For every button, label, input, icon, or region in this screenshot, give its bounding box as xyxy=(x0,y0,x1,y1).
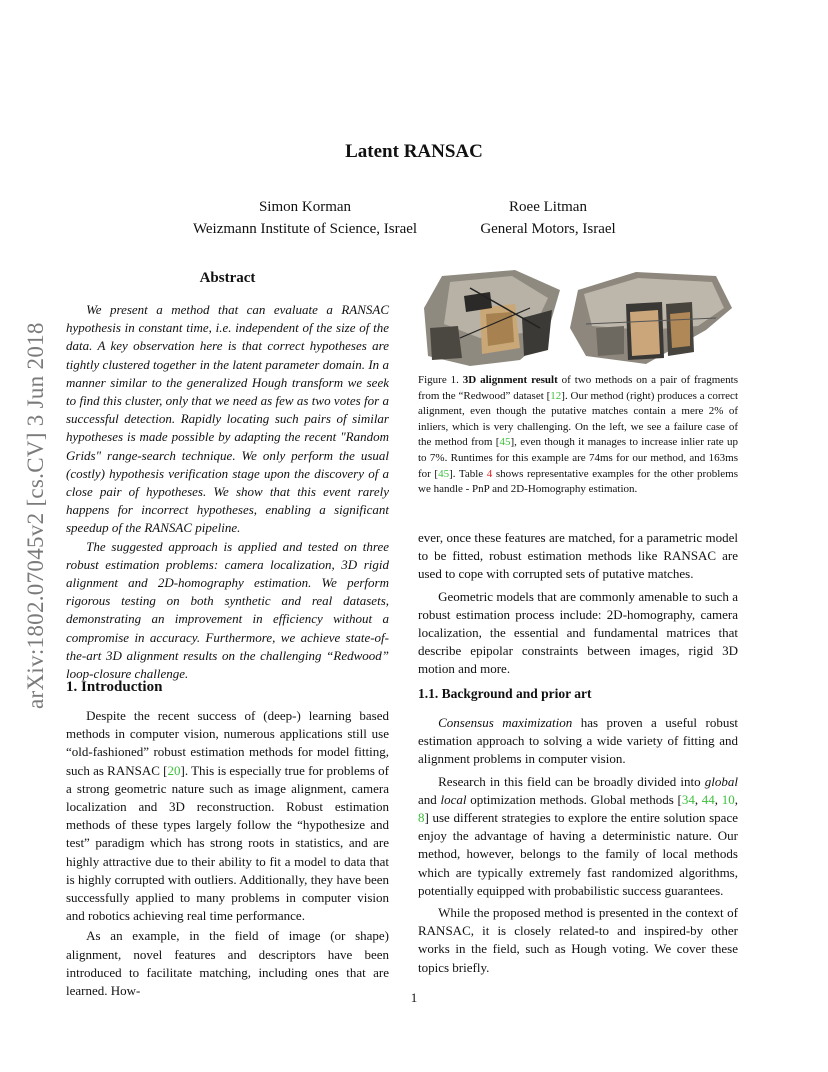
right-paragraph-3: Consensus maximization has proven a useful robust estimation approach to solving a wide variety of fitting and alignment problems in computer vision. xyxy=(418,715,738,767)
table-ref-link[interactable]: 4 xyxy=(486,467,493,480)
citation-link[interactable]: 44 xyxy=(701,791,715,807)
right-paragraph-2: Geometric models that are commonly amenable to such a robust estimation process include: 2D-homography, camera localization, the essential and fundamental matrices that describe epipolar constraints between images, rigid 3D motion and more. xyxy=(418,588,738,677)
author-2-name: Roee Litman xyxy=(509,199,587,215)
abstract-paragraph-2: The suggested approach is applied and tested on three robust estimation problems: camera localization, 3D rigid alignment and 2D-homography estimation. We perform rigorous testing on both synthetic and real datasets, demonstrating an improvement in efficiency without a compromise in accuracy. Furthermore, we achieve state-of-the-art 3D alignment results on the challenging “Redwood” loop-closure challenge. xyxy=(66,538,389,682)
figure-1-right-image xyxy=(566,268,736,368)
arxiv-stamp: arXiv:1802.07045v2 [cs.CV] 3 Jun 2018 xyxy=(23,322,48,710)
citation-link[interactable]: 10 xyxy=(721,791,735,807)
right-paragraph-5: While the proposed method is presented in the context of RANSAC, it is closely related-to and inspired-by other works in the field, such as Hough voting. We cover these topics briefly. xyxy=(418,905,738,975)
citation-link[interactable]: 20 xyxy=(167,762,181,778)
intro-body xyxy=(66,707,389,1002)
figure-1-caption: Figure 1. 3D alignment result of two methods on a pair of fragments from the “Redwood” dataset [12]. Our method (right) produces a correct alignment, even though the putative matches contain a mere 2% of inliers, which is very challenging. On the left, we see a failure case of the method from [45], even though it manages to increase inlier rate up to 7%. Runtimes for this example are 74ms for our method, and 163ms for [45]. Table 4 shows representative examples for the other problems we handle - PnP and 2D-Homography estimation. xyxy=(418,374,739,496)
author-1 xyxy=(165,196,445,240)
page-number: 1 xyxy=(410,990,418,1005)
paper-title: Latent RANSAC xyxy=(345,141,483,162)
intro-paragraph-2: As an example, in the field of image (or shape) alignment, novel features and descriptors have been introduced to facilitate matching, including ones that are learned. How- xyxy=(66,928,389,999)
abstract-body xyxy=(66,301,389,683)
abstract-paragraph-1: We present a method that can evaluate a RANSAC hypothesis in constant time, i.e. independent of the size of the data. A key observation here is that correct hypotheses are tightly clustered together in the latent parameter domain. In a manner similar to the generalized Hough transform we seek to find this cluster, only that we need as few as two votes for a successful detection. Rapidly locating such pairs of similar hypotheses is made possible by adapting the recent "Random Grids" range-search technique. We only perform the usual (costly) hypothesis verification stage upon the discovery of a close pair of hypotheses. We show that this event rarely happens for incorrect hypotheses, enabling a significant speedup of the RANSAC pipeline. xyxy=(66,302,389,536)
figure-bold-text: 3D alignment result xyxy=(462,374,558,386)
right-paragraph-4: Research in this field can be broadly divided into global and local optimization methods. Global methods [34, 44, 10, 8] use different strategies to explore the entire solution space enjoy the advantage of having a deterministic nature. Our method, however, belongs to the family of local methods which are typically extremely fast randomized algorithms, potentially equipped with probabilistic success guarantees. xyxy=(418,773,739,898)
author-2 xyxy=(468,196,628,240)
citation-link[interactable]: 45 xyxy=(499,436,511,449)
figure-1-images xyxy=(418,268,738,370)
author-1-affiliation: Weizmann Institute of Science, Israel xyxy=(192,221,418,237)
figure-label: Figure 1. xyxy=(418,374,459,386)
citation-link[interactable]: 12 xyxy=(550,389,562,402)
intro-paragraph-1: Despite the recent success of (deep-) learning based methods in computer vision, numerous applications still use “old-fashioned” robust estimation methods for model fitting, such as RANSAC [20]. This is especially true for problems of a strong geometric nature such as image alignment, camera localization and 3D reconstruction. Robust estimation methods of these types largely follow the “hypothesize and test” paradigm which has strong roots in statistics, and are highly attractive due to their ability to fit a model to data that is highly corrupted with outliers. Additionally, they have been successfully applied to many problems in computer vision and robotics achieving real time performance. xyxy=(66,708,389,924)
author-2-affiliation: General Motors, Israel xyxy=(480,221,616,237)
citation-link[interactable]: 8 xyxy=(418,810,425,826)
figure-1-left-image xyxy=(420,268,564,368)
citation-link[interactable]: 34 xyxy=(681,791,695,807)
subsection-heading: 1.1. Background and prior art xyxy=(418,686,592,701)
right-column-body-1 xyxy=(418,529,738,683)
abstract-heading: Abstract xyxy=(199,270,256,286)
right-paragraph-1: ever, once these features are matched, for a parametric model to be fitted, robust estimation methods like RANSAC are used to cope with corrupted sets of putative matches. xyxy=(418,530,738,582)
citation-link[interactable]: 45 xyxy=(438,467,450,480)
intro-heading: 1. Introduction xyxy=(66,679,163,695)
author-1-name: Simon Korman xyxy=(258,199,352,215)
right-column-body-2 xyxy=(418,714,738,981)
